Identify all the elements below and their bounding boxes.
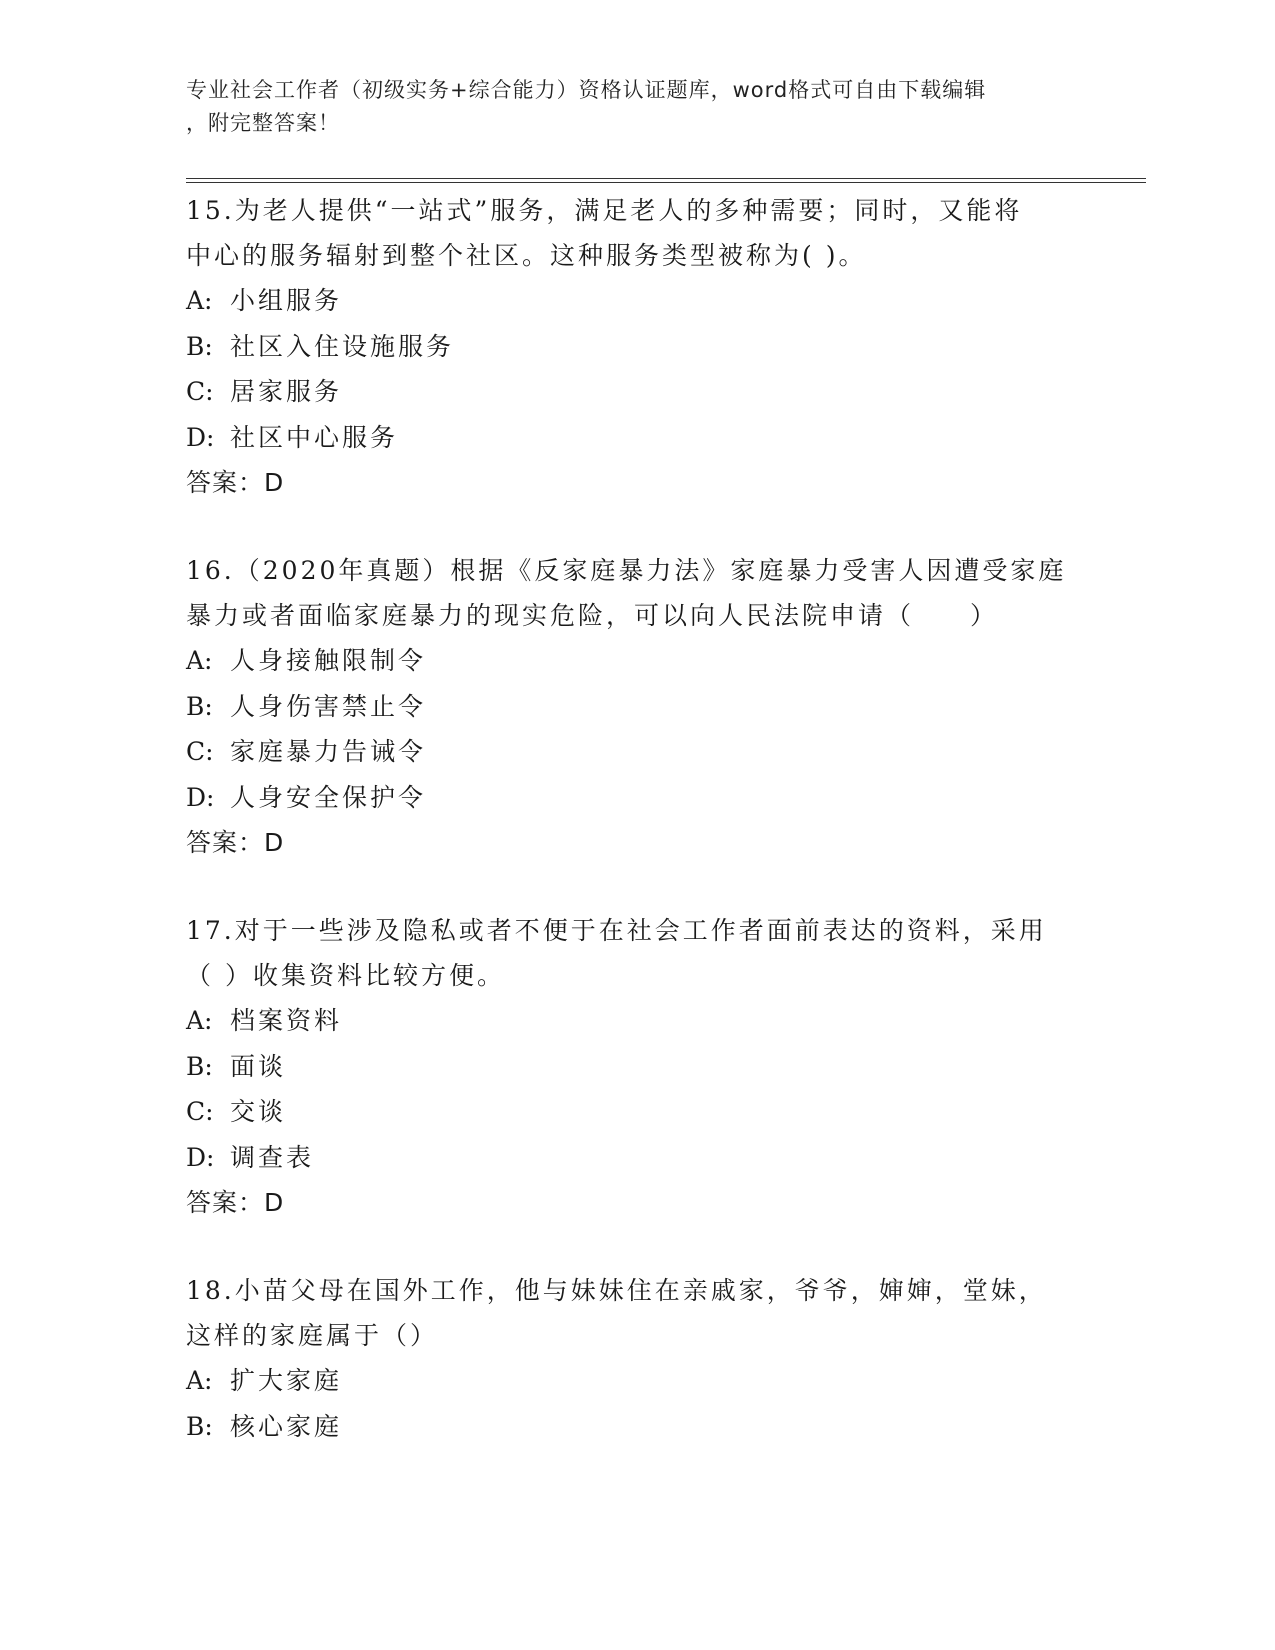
option-text: 小组服务 <box>230 286 343 315</box>
option-label: A: <box>186 646 213 675</box>
option-label: A: <box>186 1366 213 1395</box>
answer: 答案：D <box>186 468 285 497</box>
stem-line: 18.小苗父母在国外工作，他与妹妹住在亲戚家，爷爷，婶婶，堂妹， <box>186 1276 1047 1305</box>
question-17 <box>186 908 1086 1225</box>
option-text: 居家服务 <box>230 377 343 406</box>
option-b <box>186 1404 1086 1450</box>
option-label: B: <box>186 1411 213 1441</box>
option-label: B: <box>186 331 213 361</box>
option-label: A: <box>186 1006 213 1035</box>
option-b <box>186 1044 1086 1090</box>
option-text: 交谈 <box>230 1097 287 1126</box>
question-stem <box>186 188 1086 278</box>
option-label: B: <box>186 691 213 721</box>
option-label: D: <box>186 1142 215 1172</box>
option-c <box>186 1089 1086 1135</box>
option-text: 档案资料 <box>230 1006 343 1035</box>
option-text: 人身接触限制令 <box>230 646 427 675</box>
stem-line: 15.为老人提供“一站式”服务，满足老人的多种需要；同时，又能将 <box>186 196 1023 225</box>
option-b <box>186 324 1086 370</box>
question-16 <box>186 548 1086 865</box>
option-label: C: <box>186 1097 214 1126</box>
header-divider-bottom <box>186 182 1146 183</box>
option-label: A: <box>186 286 213 315</box>
option-text: 家庭暴力告诫令 <box>230 737 427 766</box>
option-text: 面谈 <box>230 1051 287 1081</box>
stem-line: 中心的服务辐射到整个社区。这种服务类型被称为( )。 <box>186 241 867 270</box>
stem-line: 这样的家庭属于（） <box>186 1321 439 1350</box>
option-text: 社区中心服务 <box>230 422 399 452</box>
header-line-1: 专业社会工作者（初级实务+综合能力）资格认证题库，word格式可自由下载编辑 <box>186 78 987 102</box>
stem-line: （ ）收集资料比较方便。 <box>186 961 505 990</box>
question-stem <box>186 1268 1086 1358</box>
stem-line: 17.对于一些涉及隐私或者不便于在社会工作者面前表达的资料，采用 <box>186 916 1047 945</box>
question-15 <box>186 188 1086 505</box>
option-label: B: <box>186 1051 213 1081</box>
option-a <box>186 278 1086 324</box>
option-d <box>186 1135 1086 1181</box>
option-label: D: <box>186 782 215 812</box>
option-c <box>186 729 1086 775</box>
stem-line: 暴力或者面临家庭暴力的现实危险，可以向人民法院申请（ ） <box>186 601 999 630</box>
option-label: C: <box>186 737 214 766</box>
option-text: 人身伤害禁止令 <box>230 691 427 721</box>
option-text: 调查表 <box>230 1142 315 1172</box>
option-d <box>186 415 1086 461</box>
question-stem <box>186 908 1086 998</box>
option-a <box>186 638 1086 684</box>
answer: 答案：D <box>186 1188 285 1217</box>
option-a <box>186 1358 1086 1404</box>
question-stem <box>186 548 1086 638</box>
question-18 <box>186 1268 1086 1449</box>
stem-line: 16.（2020年真题）根据《反家庭暴力法》家庭暴力受害人因遭受家庭 <box>186 556 1067 585</box>
option-d <box>186 775 1086 821</box>
document-header <box>186 74 1086 140</box>
option-text: 核心家庭 <box>230 1411 343 1441</box>
option-text: 扩大家庭 <box>230 1366 343 1395</box>
header-line-2: ，附完整答案！ <box>186 111 340 135</box>
option-text: 社区入住设施服务 <box>230 331 455 361</box>
option-label: C: <box>186 377 214 406</box>
option-b <box>186 684 1086 730</box>
header-divider-top <box>186 178 1146 179</box>
answer: 答案：D <box>186 828 285 857</box>
option-c <box>186 369 1086 415</box>
option-a <box>186 998 1086 1044</box>
option-text: 人身安全保护令 <box>230 782 427 812</box>
option-label: D: <box>186 422 215 452</box>
